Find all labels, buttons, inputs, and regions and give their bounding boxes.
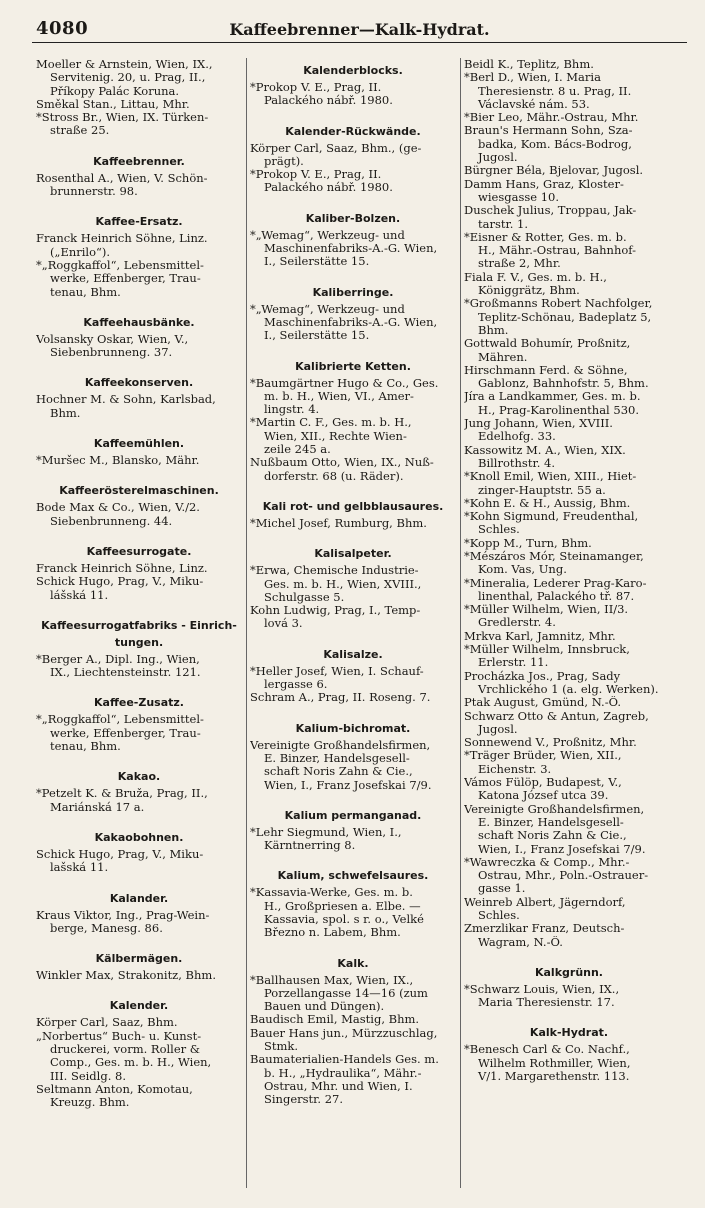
entry-line: *„Wemag“, Werkzeug- und [250,228,405,242]
entry-line: zeile 245 a. [264,443,331,457]
entry-line: Ptak August, Gmünd, N.-Ö. [464,696,622,710]
entry-line: druckerei, vorm. Roller & [50,1042,201,1056]
page-header [32,16,687,43]
section-heading: Kalk. [337,956,369,970]
entry-line: Bhm. [478,323,509,337]
entry-line: werke, Effenberger, Trau- [50,272,201,286]
entry-line: Körper Carl, Saaz, Bhm. [36,1016,178,1030]
entry-line: IX., Liechtensteinstr. 121. [50,666,201,680]
entry-line: I., Seilerstätte 15. [264,329,370,343]
entry-line: Maschinenfabriks-A.-G. Wien, [264,242,438,256]
entry-line: Bhm. [50,406,81,420]
entry-line: Maschinenfabriks-A.-G. Wien, [264,315,438,329]
entry-line: Bauer Hans jun., Mürzzuschlag, [250,1026,438,1040]
entry-line: Schick Hugo, Prag, V., Miku- [36,847,204,861]
entry-line: („Enrilo“). [50,245,111,259]
entry-line: Baumaterialien-Handels Ges. m. [250,1053,439,1067]
entry-line: *Stross Br., Wien, IX. Türken- [36,111,209,125]
entry-line: tarstr. 1. [478,217,529,231]
entry-line: Rosenthal A., Wien, V. Schön- [36,171,208,185]
entry-line: Braun's Hermann Sohn, Sza- [464,124,633,138]
entry-line: Schles. [478,523,520,537]
section-heading: Kalander. [109,891,169,905]
entry-line: *Bier Leo, Mähr.-Ostrau, Mhr. [464,111,639,125]
page-number: 4080 [36,18,89,39]
entry-line: *Petzelt K. & Bruža, Prag, II., [36,787,208,801]
entry-line: straße 25. [50,124,110,138]
entry-line: *Ballhausen Max, Wien, IX., [250,973,414,987]
entry-line: Kreuzg. Bhm. [50,1096,130,1110]
entry-line: I., Seilerstätte 15. [264,255,370,269]
entry-line: Hochner M. & Sohn, Karlsbad, [36,393,216,407]
entry-line: brunnerstr. 98. [50,185,138,199]
section-heading: Kaffeehausbänke. [83,315,195,329]
entry-line: *Müller Wilhelm, Wien, II/3. [464,603,629,617]
section-heading: Kalk-Hydrat. [529,1026,609,1040]
entry-line: Porzellangasse 14—16 (zum [264,986,428,1000]
entry-line: Schwarz Otto & Antun, Zagreb, [464,709,649,723]
entry-line: Schles. [478,909,520,922]
section-heading: Kaliber-Bolzen. [305,211,401,225]
entry-line: *Berl D., Wien, I. Maria [464,71,601,85]
entry-line: Wien, I., Franz Josefskai 7/9. [264,778,432,792]
section-heading: Kalibrierte Ketten. [295,359,411,373]
entry-line: Schick Hugo, Prag, V., Miku- [36,575,204,589]
entry-line: Palackého nábř. 1980. [264,94,393,108]
section-heading: Kalium-bichromat. [295,721,411,735]
entry-line: werke, Effenberger, Trau- [50,726,201,740]
entry-line: m. b. H., Wien, VI., Amer- [264,389,414,403]
entry-line: lašská 11. [50,861,109,875]
entry-line: *Schwarz Louis, Wien, IX., [464,982,620,996]
entry-line: Moeller & Arnstein, Wien, IX., [36,58,213,71]
entry-line: wiesgasse 10. [478,190,559,204]
section-heading: Kalender. [109,999,169,1013]
entry-line: schaft Noris Zahn & Cie., [478,829,627,843]
section-heading: Kaffee-Zusatz. [94,696,184,710]
entry-line: gasse 1. [478,882,526,896]
entry-line: Procházka Jos., Prag, Sady [464,669,621,683]
entry-line: dorferstr. 68 (u. Räder). [264,469,404,483]
entry-line: H., Großpriesen a. Elbe. — [264,899,421,913]
entry-line: Kraus Viktor, Ing., Prag-Wein- [36,908,210,922]
entry-line: b. H., „Hydraulika“, Mähr.- [264,1066,422,1080]
column-middle [250,58,456,1198]
entry-line: Maria Theresienstr. 17. [478,996,615,1010]
entry-line: Vrchlického 1 (a. elg. Werken). [478,682,659,696]
entry-line: *Michel Josef, Rumburg, Bhm. [250,516,427,530]
entry-line: H., Mähr.-Ostrau, Bahnhof- [478,244,637,258]
entry-line: Ostrau, Mhr. und Wien, I. [264,1079,413,1093]
entry-line: Schulgasse 5. [264,590,345,604]
entry-line: III. Seidlg. 8. [50,1069,126,1083]
section-heading: Kalium, schwefelsaures. [277,869,429,883]
entry-line: Weinreb Albert, Jägerndorf, [464,895,626,909]
entry-line: *Kohn E. & H., Aussig, Bhm. [464,496,631,510]
entry-line: prägt). [264,154,304,168]
entry-line: lová 3. [264,617,303,631]
entry-line: Seltmann Anton, Komotau, [36,1082,193,1096]
entry-line: *Erwa, Chemische Industrie- [250,564,419,578]
entry-line: Teplitz-Schönau, Badeplatz 5, [478,310,652,324]
entry-line: Kassavia, spol. s r. o., Velké [264,912,424,926]
entry-line: Mähren. [478,350,528,364]
entry-line: Gredlerstr. 4. [478,616,556,630]
entry-line: Mrkva Karl, Jamnitz, Mhr. [464,629,616,643]
entry-line: Zmerzlikar Franz, Deutsch- [464,922,625,936]
entry-line: Eichenstr. 3. [478,762,552,776]
entry-line: *Heller Josef, Wien, I. Schauf- [250,664,424,678]
entry-line: Hirschmann Ferd. & Söhne, [464,363,628,377]
entry-line: Wagram, N.-Ö. [478,935,563,949]
entry-line: schaft Noris Zahn & Cie., [264,765,413,779]
entry-line: linenthal, Palackého tř. 87. [478,589,635,603]
section-heading: Kakaobohnen. [94,830,184,844]
section-heading: Kaffeemühlen. [93,437,185,451]
entry-line: Směkal Stan., Littau, Mhr. [36,97,190,111]
entry-line: Comp., Ges. m. b. H., Wien, [50,1056,212,1070]
section-heading: Kalkgrünn. [534,965,603,979]
section-heading: Kalenderblocks. [303,64,403,77]
entry-line: *Eisner & Rotter, Ges. m. b. [464,230,627,244]
entry-line: Beidl K., Teplitz, Bhm. [464,58,594,71]
entry-line: *Baumgärtner Hugo & Co., Ges. [250,376,439,390]
entry-line: lingstr. 4. [264,403,320,417]
column-left [36,58,242,1198]
running-title: Kaffeebrenner—Kalk-Hydrat. [229,20,490,39]
entry-line: tenau, Bhm. [50,740,121,754]
entry-line: Vereinigte Großhandelsfirmen, [464,802,645,816]
entry-line: Příkopy Palác Koruna. [50,84,180,98]
entry-line: Erlerstr. 11. [478,656,549,670]
entry-line: Wien, XII., Rechte Wien- [264,429,407,443]
entry-line: lergasse 6. [264,678,328,692]
entry-line: Palackého nábř. 1980. [264,181,393,195]
section-heading: tungen. [114,635,164,649]
section-heading: Kaffeesurrogate. [86,544,192,558]
entry-line: Nußbaum Otto, Wien, IX., Nuß- [250,456,434,470]
section-heading: Kaffeebrenner. [93,154,185,168]
entry-line: Wien, I., Franz Josefskai 7/9. [478,842,646,856]
entry-line: Kärntnerring 8. [264,839,356,853]
entry-line: Edelhofg. 33. [478,430,556,444]
entry-line: *Prokop V. E., Prag, II. [250,81,382,94]
entry-line: berge, Manesg. 86. [50,921,163,935]
entry-line: zinger-Hauptstr. 55 a. [478,483,606,497]
entry-line: Franck Heinrich Söhne, Linz. [36,232,208,246]
entry-line: Březno n. Labem, Bhm. [264,926,401,940]
entry-line: Gablonz, Bahnhofstr. 5, Bhm. [478,377,649,391]
entry-line: Sonnewend V., Proßnitz, Mhr. [464,736,637,750]
entry-line: Jugosl. [478,151,518,165]
entry-line: Bauen und Düngen). [264,1000,385,1014]
entry-line: Václavské nám. 53. [478,97,590,111]
column-divider [460,58,461,1188]
section-heading: Kaffee-Ersatz. [95,215,183,229]
entry-line: Volsansky Oskar, Wien, V., [36,332,189,346]
entry-line: badka, Kom. Bács-Bodrog, [478,137,632,151]
entry-line: Bode Max & Co., Wien, V./2. [36,501,200,515]
entry-line: *Martin C. F., Ges. m. b. H., [250,416,412,430]
entry-line: Körper Carl, Saaz, Bhm., (ge- [250,141,422,155]
entry-line: Theresienstr. 8 u. Prag, II. [478,84,632,98]
entry-line: Billrothstr. 4. [478,456,555,470]
entry-line: *Mészáros Mór, Steinamanger, [464,549,644,563]
entry-line: *Kohn Sigmund, Freudenthal, [464,510,639,524]
entry-line: Servitenig. 20, u. Prag, II., [50,71,206,85]
entry-line: *Muršec M., Blansko, Mähr. [36,454,200,468]
entry-line: Franck Heinrich Söhne, Linz. [36,561,208,575]
entry-line: Ostrau, Mhr., Poln.-Ostrauer- [478,869,649,883]
entry-line: *„Roggkaffol“, Lebensmittel- [36,713,204,727]
entry-line: Damm Hans, Graz, Kloster- [464,177,624,191]
entry-line: straße 2, Mhr. [478,257,561,271]
entry-line: Stmk. [264,1040,299,1054]
entry-line: Kassowitz M. A., Wien, XIX. [464,443,626,457]
entry-line: *Mineralia, Lederer Prag-Karo- [464,576,647,590]
entry-line: Gottwald Bohumír, Proßnitz, [464,337,631,351]
entry-line: E. Binzer, Handelsgesell- [264,751,410,765]
entry-line: Vereinigte Großhandelsfirmen, [250,738,431,752]
entry-line: *Prokop V. E., Prag, II. [250,168,382,182]
entry-line: *Knoll Emil, Wien, XIII., Hiet- [464,470,637,484]
entry-line: „Norbertus“ Buch- u. Kunst- [36,1029,202,1043]
entry-line: Vámos Fülöp, Budapest, V., [464,776,622,790]
entry-line: Siebenbrunneng. 37. [50,346,173,360]
section-heading: Kakao. [117,770,161,784]
entry-line: Katona József utca 39. [478,789,609,803]
entry-line: H., Prag-Karolinenthal 530. [478,403,639,417]
entry-line: Winkler Max, Strakonitz, Bhm. [36,969,216,983]
entry-line: *Kopp M., Turn, Bhm. [464,536,592,550]
section-heading: Kalisalze. [323,647,383,661]
entry-line: Jung Johann, Wien, XVIII. [464,417,613,431]
entry-line: Schram A., Prag, II. Roseng. 7. [250,691,431,705]
section-heading: Kali rot- und gelbblausaures. [262,499,444,513]
section-heading: Kaliberringe. [312,285,394,299]
section-heading: Kalium permanganad. [284,808,422,822]
entry-line: Singerstr. 27. [264,1093,343,1107]
column-divider [246,58,247,1188]
entry-line: Kom. Vas, Ung. [478,563,567,577]
entry-line: *Lehr Siegmund, Wien, I., [250,825,402,839]
entry-line: Bürgner Béla, Bjelovar, Jugosl. [464,164,644,178]
entry-line: *Benesch Carl & Co. Nachf., [464,1043,630,1057]
entry-line: Fiala F. V., Ges. m. b. H., [464,270,607,284]
entry-line: Jíra a Landkammer, Ges. m. b. [464,390,641,404]
entry-line: *Wawreczka & Comp., Mhr.- [464,855,630,869]
entry-line: Ges. m. b. H., Wien, XVIII., [264,577,422,591]
entry-line: Wilhelm Rothmiller, Wien, [478,1056,631,1070]
section-heading: Kaffeesurrogatfabriks - Einrich- [41,618,237,632]
section-heading: Kaffeerösterelmaschinen. [59,484,219,498]
entry-line: tenau, Bhm. [50,285,121,299]
entry-line: Mariánská 17 a. [50,800,145,814]
entry-line: Kohn Ludwig, Prag, I., Temp- [250,604,421,618]
entry-line: *Müller Wilhelm, Innsbruck, [464,643,630,657]
section-heading: Kalisalpeter. [314,547,392,561]
section-heading: Kaffeekonserven. [84,376,194,390]
entry-line: lášská 11. [50,588,109,602]
entry-line: Siebenbrunneng. 44. [50,514,173,528]
entry-line: V/1. Margarethenstr. 113. [478,1070,630,1084]
entry-line: *Träger Brüder, Wien, XII., [464,749,622,763]
entry-line: Duschek Julius, Troppau, Jak- [464,204,637,218]
entry-line: E. Binzer, Handelsgesell- [478,815,624,829]
entry-line: *Kassavia-Werke, Ges. m. b. [250,886,413,900]
entry-line: *Berger A., Dipl. Ing., Wien, [36,652,200,666]
column-right [464,58,674,1198]
entry-line: *Großmanns Robert Nachfolger, [464,297,653,311]
entry-line: *„Wemag“, Werkzeug- und [250,302,405,316]
entry-line: Königgrätz, Bhm. [478,284,580,298]
section-heading: Kalender-Rückwände. [285,124,421,138]
entry-line: Jugosl. [478,722,518,736]
entry-line: Baudisch Emil, Mastig, Bhm. [250,1013,420,1027]
entry-line: *„Roggkaffol“, Lebensmittel- [36,258,204,272]
section-heading: Kälbermägen. [95,952,183,966]
